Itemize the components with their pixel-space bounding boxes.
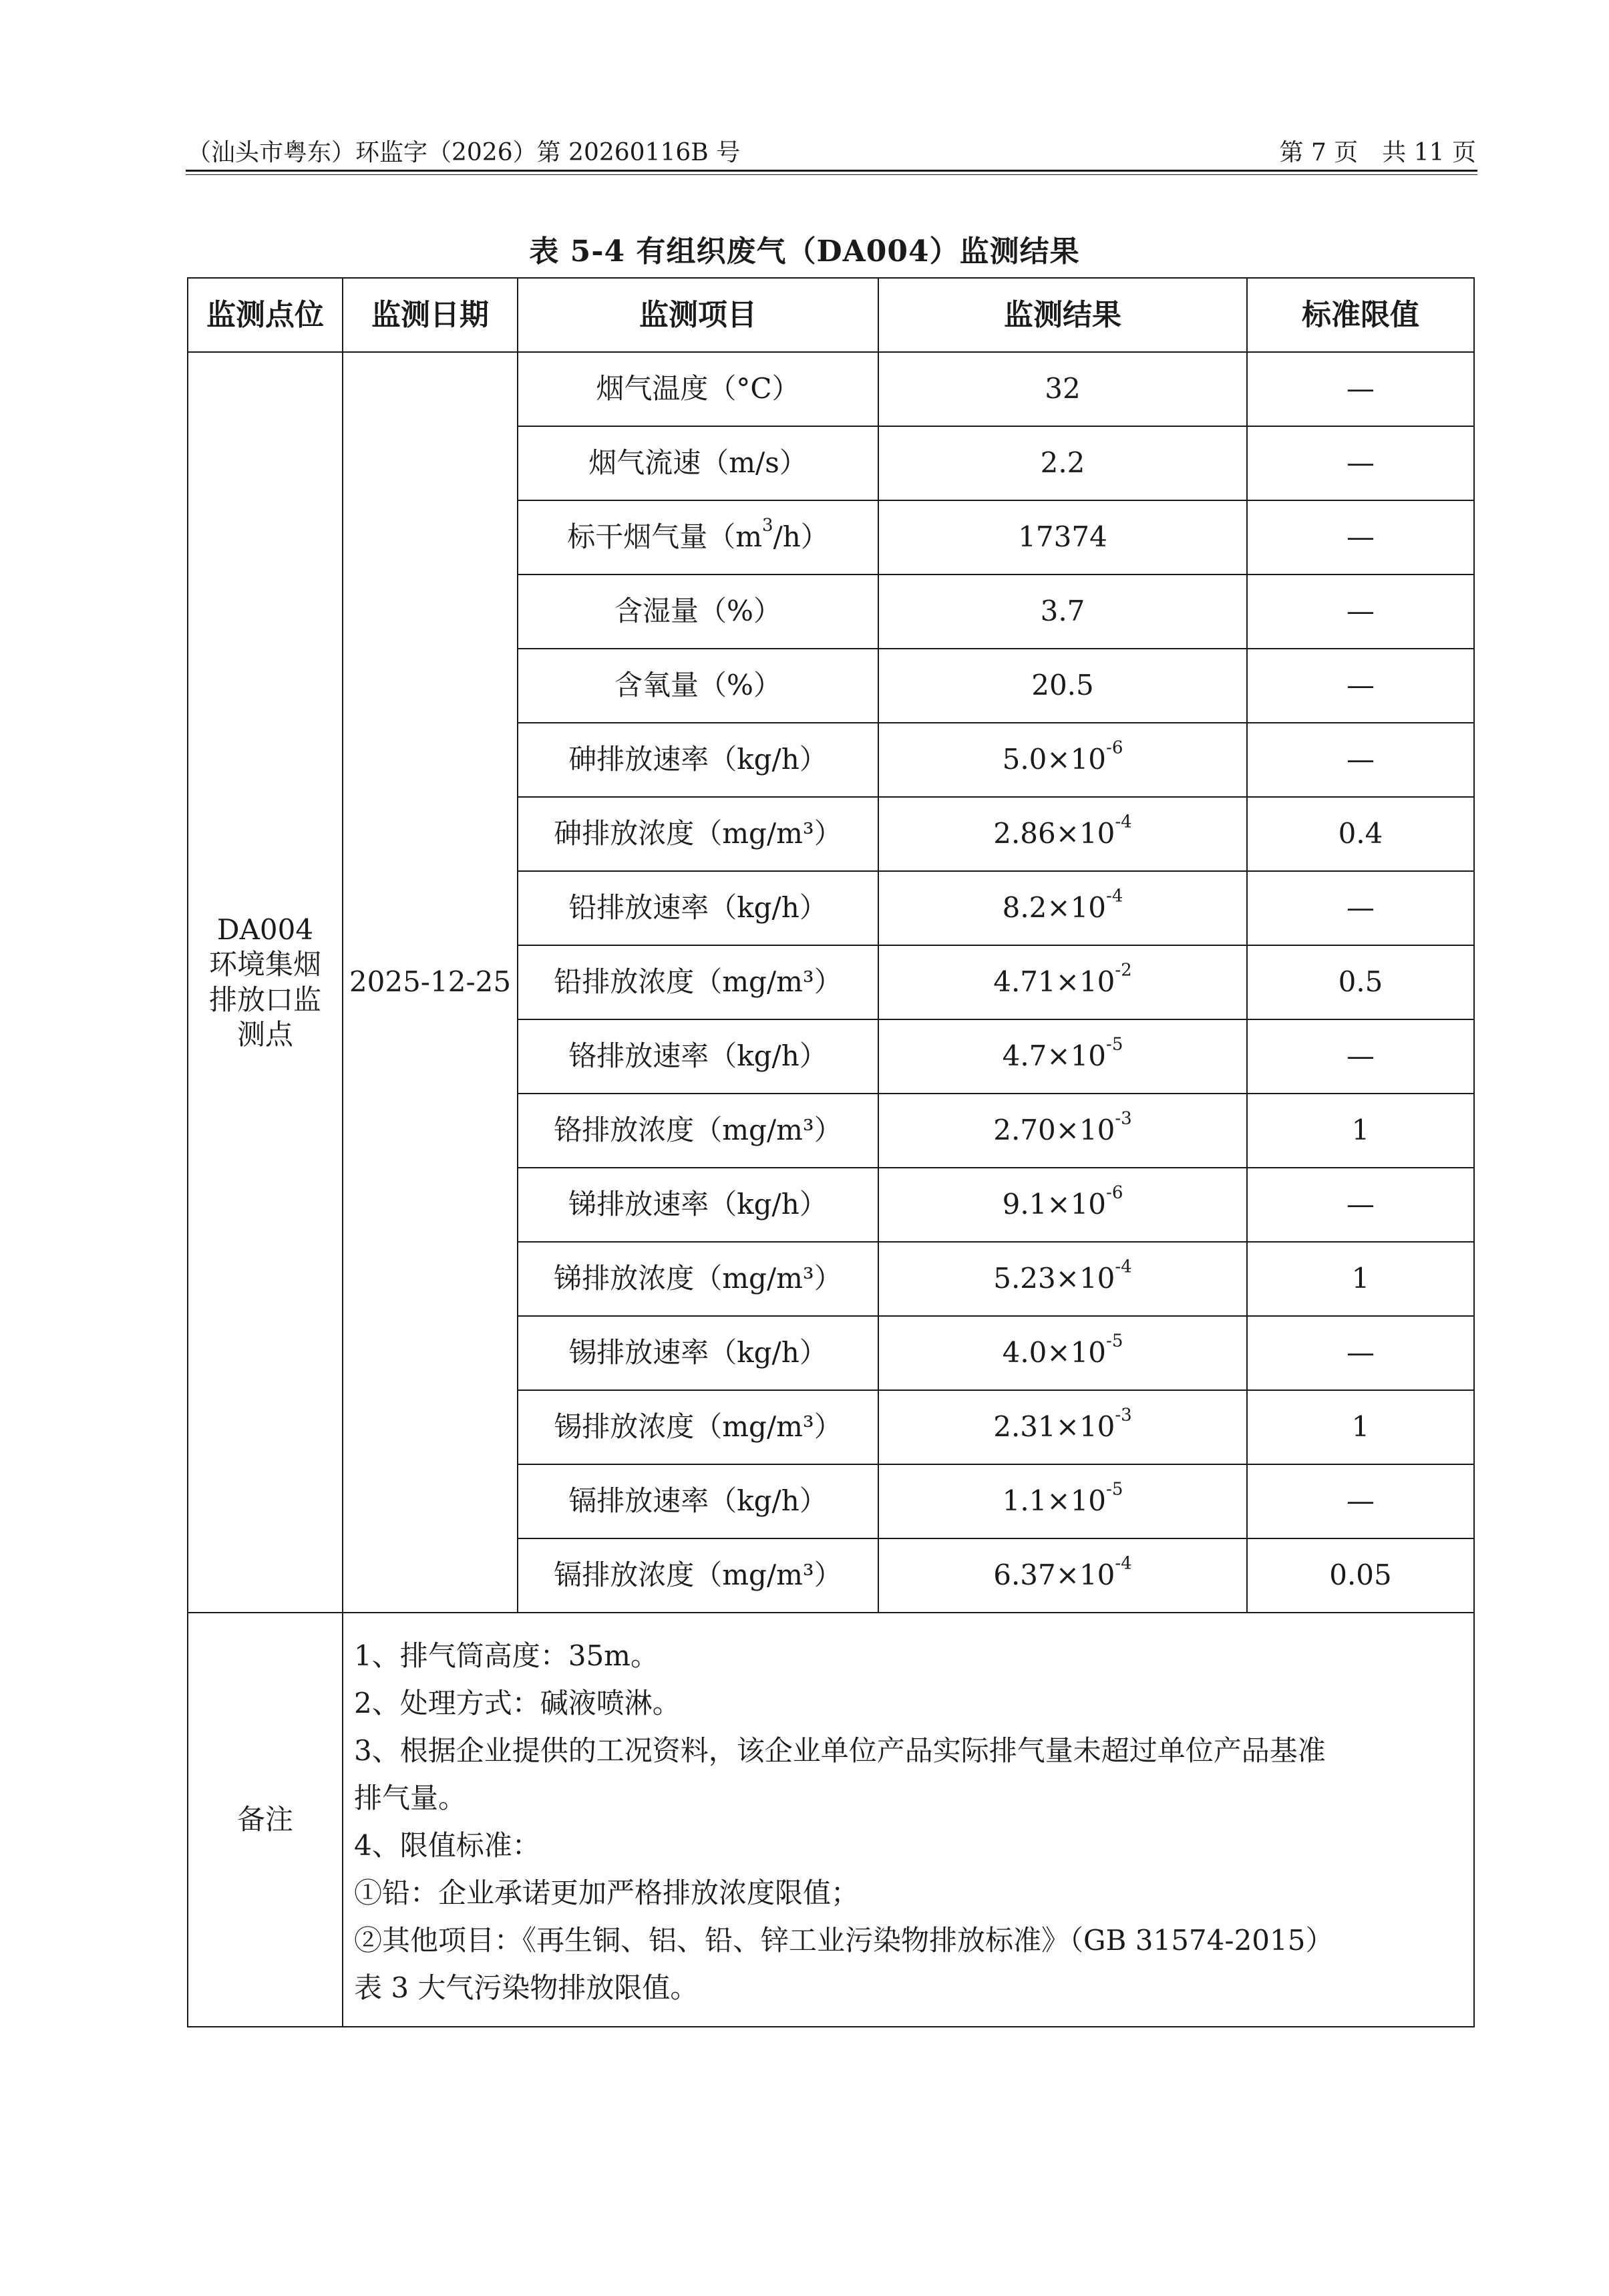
- result-mantissa: 2.31×10: [993, 1410, 1115, 1444]
- col-header-point: 监测点位: [188, 278, 343, 352]
- header-rule: [186, 170, 1477, 172]
- result-exponent: -5: [1106, 1034, 1123, 1055]
- standard-limit-cell: 1: [1247, 1242, 1474, 1316]
- unit-superscript: 3: [762, 515, 773, 536]
- standard-limit-cell: —: [1247, 871, 1474, 945]
- header-rule-thin: [186, 174, 1477, 175]
- standard-limit-cell: 1: [1247, 1094, 1474, 1168]
- monitoring-result-cell: [878, 1464, 1247, 1538]
- item-text: 标干烟气量（m: [567, 520, 763, 554]
- monitoring-point-line: 排放口监: [208, 983, 321, 1016]
- table-header-row: [188, 278, 1474, 352]
- notes-content: [343, 1613, 1474, 2027]
- note-line: 4、限值标准：: [354, 1829, 540, 1862]
- monitoring-item-cell: 锑排放浓度（mg/m³）: [518, 1242, 878, 1316]
- doc-number: （汕头市粤东）环监字（2026）第 20260116B 号: [187, 139, 741, 166]
- monitoring-result-cell: [878, 871, 1247, 945]
- standard-limit-cell: —: [1247, 1316, 1474, 1390]
- result-exponent: -4: [1115, 1257, 1132, 1277]
- monitoring-result-cell: 17374: [878, 500, 1247, 575]
- monitoring-result-cell: [878, 1316, 1247, 1390]
- monitoring-result-cell: [878, 945, 1247, 1019]
- note-line: 表 3 大气污染物排放限值。: [354, 1971, 699, 2004]
- notes-row: [188, 1613, 1474, 2027]
- standard-limit-cell: —: [1247, 500, 1474, 575]
- result-exponent: -5: [1106, 1479, 1123, 1500]
- standard-limit-cell: —: [1247, 1464, 1474, 1538]
- standard-limit-cell: —: [1247, 1168, 1474, 1242]
- monitoring-point-line: DA004: [216, 913, 314, 946]
- page-info: 第 7 页 共 11 页: [1279, 139, 1476, 166]
- result-exponent: -2: [1115, 960, 1132, 981]
- monitoring-item-cell: 含湿量（%）: [518, 575, 878, 649]
- table-title: 表 5-4 有组织废气（DA004）监测结果: [529, 234, 1080, 269]
- note-line: 1、排气筒高度：35m。: [354, 1639, 659, 1672]
- monitoring-item-cell: 铬排放速率（kg/h）: [518, 1019, 878, 1094]
- monitoring-item-cell: 铅排放浓度（mg/m³）: [518, 945, 878, 1019]
- monitoring-result-cell: [878, 1390, 1247, 1464]
- result-exponent: -6: [1106, 737, 1123, 758]
- monitoring-item-cell: 镉排放速率（kg/h）: [518, 1464, 878, 1538]
- result-mantissa: 5.0×10: [1002, 743, 1107, 776]
- note-line: ②其他项目：《再生铜、铝、铅、锌工业污染物排放标准》（GB 31574-2015）: [354, 1924, 1334, 1957]
- page-header: [187, 134, 1476, 172]
- table-body: [188, 352, 1474, 2027]
- col-header-item: 监测项目: [518, 278, 878, 352]
- monitoring-item-cell: 含氧量（%）: [518, 649, 878, 723]
- result-exponent: -4: [1115, 812, 1132, 832]
- monitoring-results-table: [187, 277, 1475, 2027]
- result-mantissa: 2.70×10: [993, 1114, 1115, 1147]
- monitoring-result-cell: 20.5: [878, 649, 1247, 723]
- monitoring-result-cell: [878, 723, 1247, 797]
- result-mantissa: 9.1×10: [1002, 1188, 1107, 1221]
- result-exponent: -3: [1115, 1405, 1132, 1426]
- item-text: /h）: [773, 520, 829, 554]
- result-exponent: -6: [1106, 1182, 1123, 1203]
- monitoring-result-cell: [878, 797, 1247, 871]
- monitoring-result-cell: [878, 1094, 1247, 1168]
- notes-label: 备注: [188, 1613, 343, 2027]
- standard-limit-cell: —: [1247, 575, 1474, 649]
- standard-limit-cell: 0.4: [1247, 797, 1474, 871]
- note-line: 排气量。: [354, 1782, 467, 1814]
- result-exponent: -4: [1115, 1553, 1132, 1574]
- monitoring-date-cell: 2025-12-25: [343, 352, 518, 1613]
- monitoring-result-cell: 2.2: [878, 426, 1247, 500]
- standard-limit-cell: 0.5: [1247, 945, 1474, 1019]
- result-mantissa: 5.23×10: [993, 1262, 1115, 1295]
- monitoring-result-cell: 32: [878, 352, 1247, 426]
- result-mantissa: 1.1×10: [1002, 1484, 1107, 1518]
- table-row: [188, 352, 1474, 426]
- note-line: ①铅：企业承诺更加严格排放浓度限值；: [354, 1876, 860, 1909]
- monitoring-result-cell: [878, 1538, 1247, 1613]
- monitoring-result-cell: 3.7: [878, 575, 1247, 649]
- standard-limit-cell: —: [1247, 426, 1474, 500]
- result-mantissa: 4.7×10: [1002, 1039, 1107, 1073]
- monitoring-item-cell: 砷排放浓度（mg/m³）: [518, 797, 878, 871]
- monitoring-item-cell: 镉排放浓度（mg/m³）: [518, 1538, 878, 1613]
- result-exponent: -4: [1106, 886, 1123, 907]
- result-mantissa: 4.71×10: [993, 965, 1115, 999]
- standard-limit-cell: —: [1247, 1019, 1474, 1094]
- monitoring-item-cell: 砷排放速率（kg/h）: [518, 723, 878, 797]
- standard-limit-cell: —: [1247, 352, 1474, 426]
- monitoring-item-cell: 烟气流速（m/s）: [518, 426, 878, 500]
- monitoring-result-cell: [878, 1168, 1247, 1242]
- monitoring-result-cell: [878, 1242, 1247, 1316]
- monitoring-result-cell: [878, 1019, 1247, 1094]
- standard-limit-cell: 1: [1247, 1390, 1474, 1464]
- standard-limit-cell: —: [1247, 649, 1474, 723]
- monitoring-item-cell: 铅排放速率（kg/h）: [518, 871, 878, 945]
- standard-limit-cell: 0.05: [1247, 1538, 1474, 1613]
- col-header-result: 监测结果: [878, 278, 1247, 352]
- monitoring-point-line: 环境集烟: [208, 948, 321, 981]
- result-mantissa: 6.37×10: [993, 1559, 1115, 1592]
- result-mantissa: 2.86×10: [993, 817, 1115, 850]
- monitoring-item-cell: 锡排放浓度（mg/m³）: [518, 1390, 878, 1464]
- result-mantissa: 8.2×10: [1002, 891, 1107, 925]
- result-exponent: -5: [1106, 1331, 1123, 1351]
- col-header-date: 监测日期: [343, 278, 518, 352]
- note-line: 2、处理方式：碱液喷淋。: [354, 1687, 681, 1719]
- monitoring-item-cell: 锡排放速率（kg/h）: [518, 1316, 878, 1390]
- monitoring-item-cell: [518, 500, 878, 575]
- col-header-limit: 标准限值: [1247, 278, 1474, 352]
- result-mantissa: 4.0×10: [1002, 1336, 1107, 1369]
- monitoring-point-line: 测点: [236, 1018, 293, 1051]
- result-exponent: -3: [1115, 1108, 1132, 1129]
- monitoring-point-cell: [188, 352, 343, 1613]
- monitoring-item-cell: 铬排放浓度（mg/m³）: [518, 1094, 878, 1168]
- note-line: 3、根据企业提供的工况资料，该企业单位产品实际排气量未超过单位产品基准: [354, 1734, 1326, 1767]
- monitoring-item-cell: 锑排放速率（kg/h）: [518, 1168, 878, 1242]
- standard-limit-cell: —: [1247, 723, 1474, 797]
- monitoring-item-cell: 烟气温度（°C）: [518, 352, 878, 426]
